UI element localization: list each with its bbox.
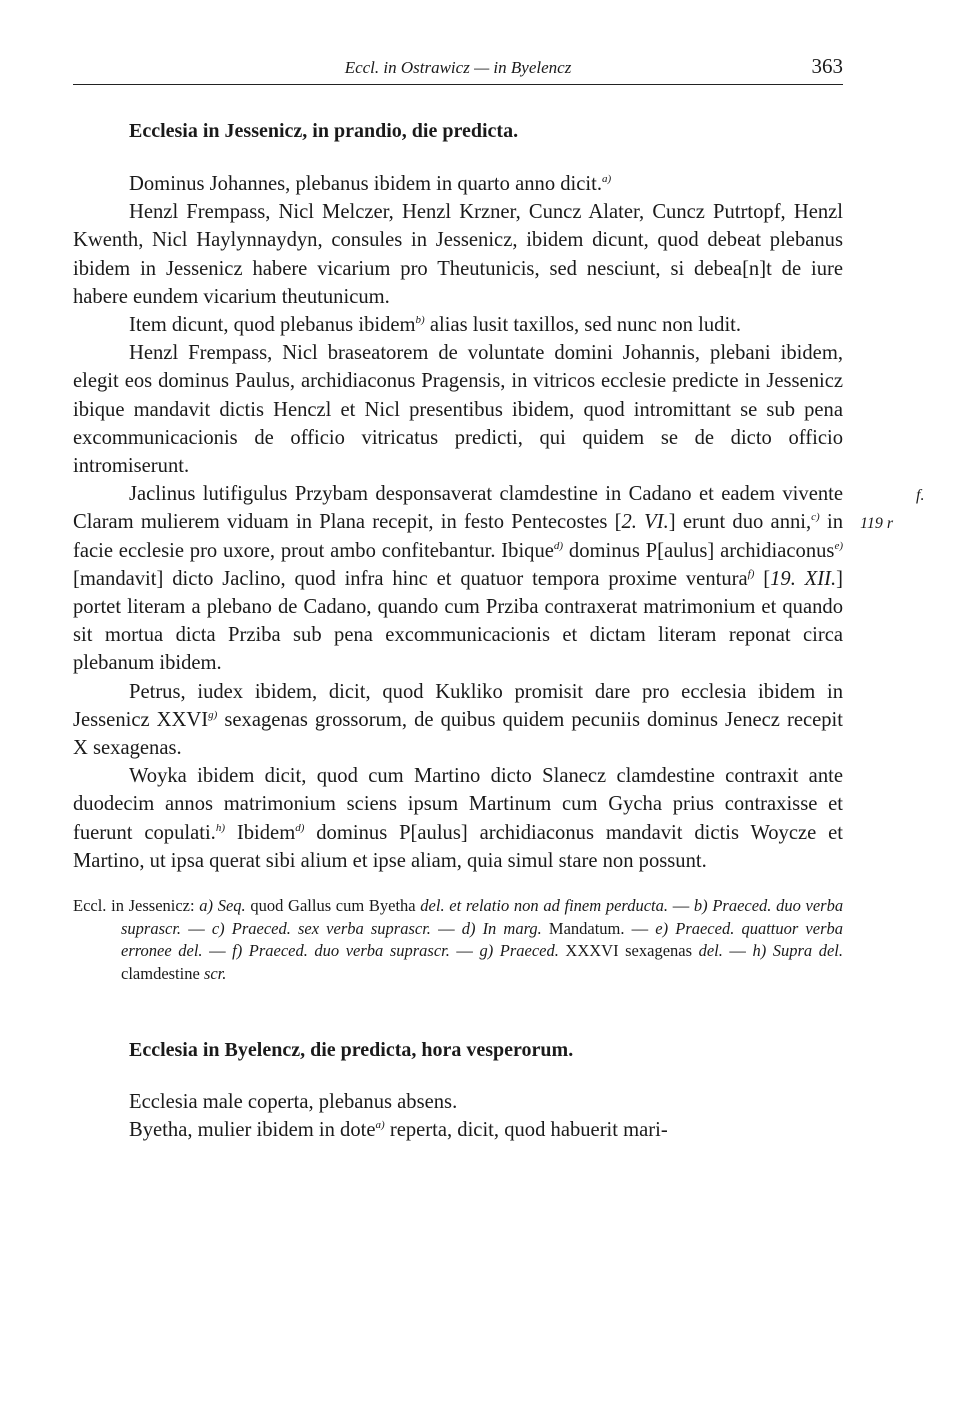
footnote-key-h: h) xyxy=(752,941,767,961)
paragraph-1: Ecclesia male coperta, plebanus absens. xyxy=(129,1091,458,1114)
editorial-note: Praeced. quattuor verba erronee del. xyxy=(121,918,843,961)
section-heading-jessenicz: Ecclesia in Jessenicz, in prandio, die predicta. xyxy=(129,120,519,142)
separator: — xyxy=(209,941,226,961)
footnote-label: Eccl. in Jessenicz: xyxy=(73,896,195,916)
paragraph-text: Item dicunt, quod plebanus ibidem xyxy=(129,314,416,337)
page-number: 363 xyxy=(811,54,843,78)
footnote-ref-d: d) xyxy=(295,821,305,834)
separator: — xyxy=(631,918,649,938)
running-head xyxy=(73,48,843,85)
paragraph-6 xyxy=(73,678,843,763)
footnote-key-e: e) xyxy=(655,918,669,938)
footnote-text: quod Gallus cum Byetha xyxy=(250,896,416,916)
paragraph-text: [mandavit] dicto Jaclino, quod infra hinc et quatuor tempora proxime ventura xyxy=(73,567,748,590)
running-title: Eccl. in Ostrawicz — in Byelencz xyxy=(344,58,572,77)
section-heading-byelencz: Ecclesia in Byelencz, die predicta, hora vesperorum. xyxy=(129,1039,574,1062)
editorial-note: Seq. xyxy=(217,896,246,916)
paragraph-text: Ibidem xyxy=(225,821,296,844)
paragraph-2: Henzl Frempass, Nicl Melczer, Henzl Krzner, Cuncz Alater, Cuncz Putrtopf, Henzl Kwenth, Nicl Haylynnaydyn, consules in Jessenicz, ibidem dicunt, quod debeat plebanus ibidem in Jessenicz habere vicarium pro Theutunicis, sed nesciunt, si debea[n]t de iure habere eundem vicarium theutunicum. xyxy=(73,201,843,308)
paragraph-text: ] erunt duo anni, xyxy=(668,511,812,534)
paragraph-text: reperta, dicit, quod habuerit mari- xyxy=(384,1119,668,1142)
editorial-note: Praeced. sex verba suprascr. xyxy=(231,918,431,938)
paragraph-text: alias lusit taxillos, sed nunc non ludit. xyxy=(424,314,742,337)
section-body-byelencz xyxy=(73,1088,843,1144)
footnotes xyxy=(73,895,843,985)
paragraph-text: sexagenas grossorum, de quibus quidem pecuniis dominus Jenecz recepit X sexagenas. xyxy=(73,708,843,760)
editorial-note: del. xyxy=(698,941,723,961)
paragraph-text: in facie ecclesie pro uxore, prout ambo confitebantur. Ibique xyxy=(73,511,843,562)
footnote-ref-h: h) xyxy=(215,821,225,834)
folio-margin-note: f. 119 r xyxy=(860,487,925,533)
footnote-ref-c: c) xyxy=(811,511,820,524)
separator: — xyxy=(729,941,746,961)
paragraph-5 xyxy=(73,480,925,677)
paragraph-text: Byetha, mulier ibidem in dote xyxy=(129,1119,376,1142)
paragraph-text: dominus P[aulus] archidiaconus mandavit dictis Woycze et Martino, ut ipsa querat sibi alium et ipse aliam, quia simul stare non possunt. xyxy=(73,821,843,872)
paragraph-text: Petrus, iudex ibidem, dicit, quod Kukliko promisit dare pro ecclesia ibidem in Jessenicz XXVI xyxy=(73,680,843,731)
editorial-note: Praeced. xyxy=(499,941,559,961)
editorial-note: Supra del. xyxy=(772,941,843,961)
footnote-text: clamdestine xyxy=(121,963,200,983)
footnote-key-a: a) xyxy=(199,896,214,916)
footnote-ref-d: d) xyxy=(553,539,564,552)
paragraph-3 xyxy=(73,311,843,339)
section-body-jessenicz xyxy=(73,170,925,875)
footnote-ref-a: a) xyxy=(375,1119,385,1132)
separator: — xyxy=(672,896,690,916)
footnote-ref-g: g) xyxy=(208,708,218,721)
date-reference: 19. XII. xyxy=(770,567,837,590)
paragraph-1 xyxy=(73,170,843,198)
page xyxy=(73,48,925,1144)
editorial-note: Praeced. duo verba suprascr. xyxy=(121,896,844,938)
footnote-text: XXXVI sexagenas xyxy=(565,941,693,961)
paragraph-text: Dominus Johannes, plebanus ibidem in quarto anno dicit. xyxy=(129,173,603,195)
footnote-ref-a: a) xyxy=(602,173,612,185)
paragraph-text: dominus P[aulus] archidiaconus xyxy=(563,539,835,562)
footnote-ref-b: b) xyxy=(415,314,425,327)
footnote-ref-e: e) xyxy=(834,539,843,552)
paragraph-2 xyxy=(73,1116,843,1144)
editorial-note: In marg. xyxy=(482,918,542,938)
date-reference: 2. VI. xyxy=(621,511,669,534)
separator: — xyxy=(438,918,455,938)
footnote-text: Mandatum. xyxy=(548,918,625,938)
footnote-ref-f: f) xyxy=(747,567,755,580)
paragraph-text: [ xyxy=(754,567,771,590)
separator: — xyxy=(188,918,205,938)
editorial-note: Praeced. duo verba suprascr. xyxy=(248,941,450,961)
editorial-note: del. et relatio non ad finem perducta. xyxy=(420,896,668,916)
paragraph-4: Henzl Frempass, Nicl braseatorem de voluntate domini Johannis, plebani ibidem, elegit eos dominus Paulus, archidiaconus Pragensis, in vitricos ecclesie predicte in Jessenicz ibique mandavit dictis Henczl et Nicl presentibus ibidem, quod intromittant se sub pena excommunicacionis de officio vitricatus predicti, qui quidem se de dicto officio intromiserunt. xyxy=(73,342,843,478)
footnote-key-f: f) xyxy=(232,941,243,961)
footnote-key-b: b) xyxy=(693,896,708,916)
paragraph-text: ] portet literam a plebano de Cadano, quando cum Prziba contraxerat matrimonium et quando sit mortua dicta Prziba sub pena excommunicacionis et dictam literam reponat circa plebanum ibidem. xyxy=(73,567,843,675)
footnote-key-d: d) xyxy=(461,918,476,938)
editorial-note: scr. xyxy=(203,963,227,983)
paragraph-text: Jaclinus lutifigulus Przybam desponsaverat clamdestine in Cadano et eadem vivente Claram mulierem viduam in Plana recepit, in festo Pentecostes [ xyxy=(73,483,843,534)
separator: — xyxy=(456,941,473,961)
paragraph-text: Woyka ibidem dicit, quod cum Martino dicto Slanecz clamdestine contraxit ante duodecim annos matrimonium sciens ipsum Martinum cum Gycha prius contraxisse et fuerunt copulati. xyxy=(73,765,843,844)
footnote-key-c: c) xyxy=(211,918,225,938)
footnote-key-g: g) xyxy=(479,941,494,961)
paragraph-7 xyxy=(73,762,843,875)
